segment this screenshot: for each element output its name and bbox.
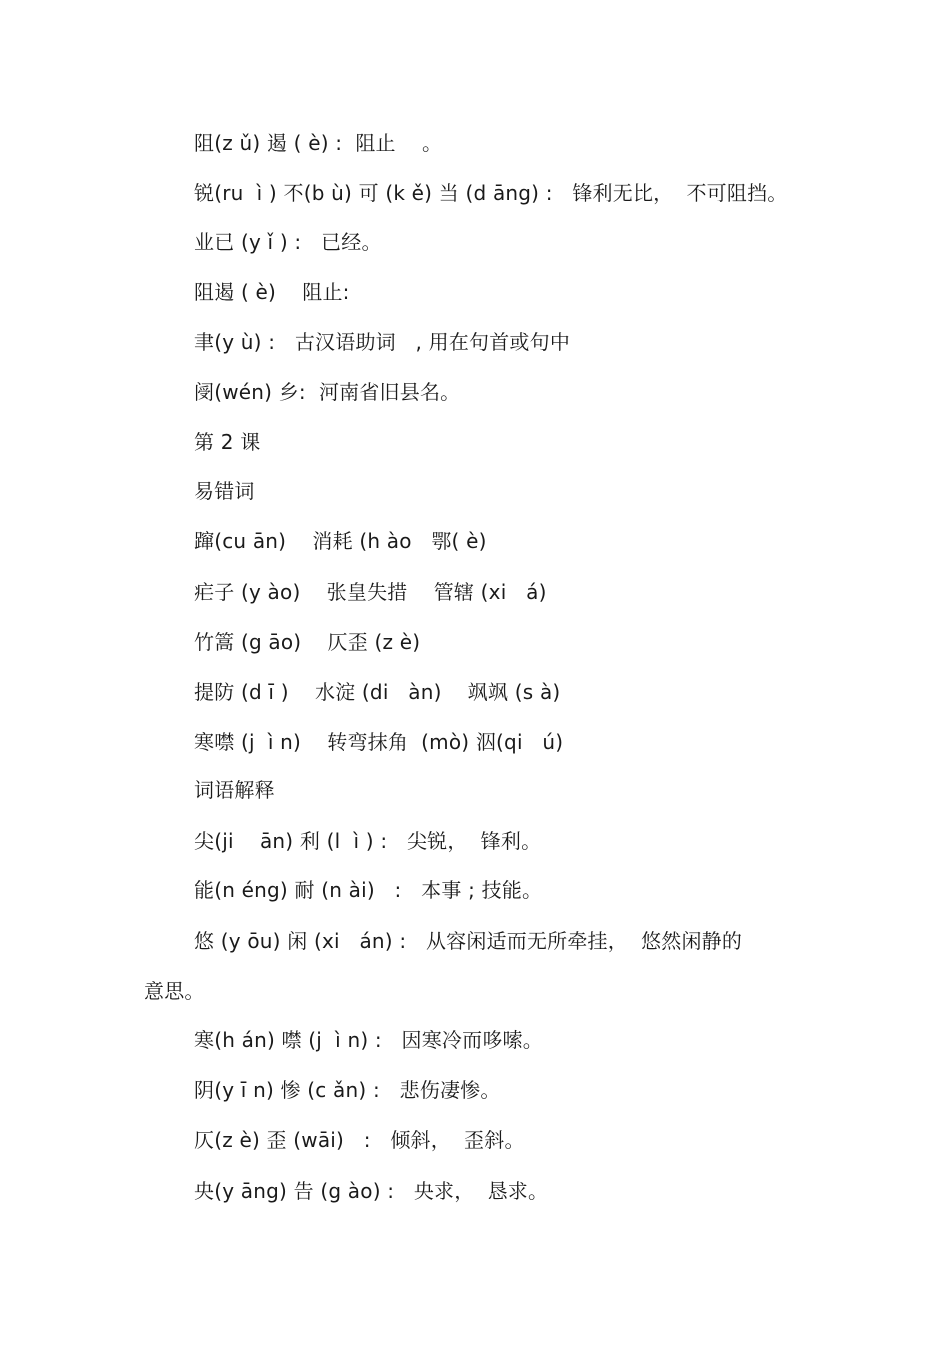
lesson-heading: 第 2 课 xyxy=(194,430,261,454)
text-line: 锐(ru ì ) 不(b ù) 可 (k ě) 当 (d āng) : 锋利无比， 不可阻挡。 xyxy=(194,181,788,205)
text-line: 阻(z ǔ) 遏 ( è) : 阻止 。 xyxy=(194,131,443,155)
text-line: 业已 (y ǐ ) : 已经。 xyxy=(194,230,382,254)
text-line: 疟子 (y ào) 张皇失措 管辖 (xi á) xyxy=(194,580,547,604)
text-line: 悠 (y ōu) 闲 (xi án) : 从容闲适而无所牵挂， 悠然闲静的 xyxy=(194,929,743,953)
text-line: 尖(ji ān) 利 (l ì ) : 尖锐， 锋利。 xyxy=(194,829,542,853)
text-line-continuation: 意思。 xyxy=(144,979,205,1003)
text-line: 央(y āng) 告 (g ào) : 央求， 恳求。 xyxy=(194,1179,549,1203)
text-line: 仄(z è) 歪 (wāi) : 倾斜， 歪斜。 xyxy=(194,1128,525,1152)
text-line: 阌(wén) 乡: 河南省旧县名。 xyxy=(194,380,461,404)
section-heading: 词语解释 xyxy=(194,778,275,802)
text-line: 阴(y ī n) 惨 (c ǎn) : 悲伤凄惨。 xyxy=(194,1078,501,1102)
text-line: 寒噤 (j ì n) 转弯抹角 (mò) 泅(qi ú) xyxy=(194,730,564,754)
text-line: 蹿(cu ān) 消耗 (h ào 鄂( è) xyxy=(194,529,487,553)
text-line: 提防 (d ī ) 水淀 (di àn) 飒飒 (s à) xyxy=(194,680,561,704)
text-line: 能(n éng) 耐 (n ài) : 本事 ; 技能。 xyxy=(194,878,543,902)
section-heading: 易错词 xyxy=(194,479,255,503)
text-line: 阻遏 ( è) 阻止: xyxy=(194,280,350,304)
text-line: 竹篙 (g āo) 仄歪 (z è) xyxy=(194,630,421,654)
text-line: 聿(y ù) : 古汉语助词 , 用在句首或句中 xyxy=(194,330,571,354)
text-line: 寒(h án) 噤 (j ì n) : 因寒冷而哆嗦。 xyxy=(194,1028,543,1052)
